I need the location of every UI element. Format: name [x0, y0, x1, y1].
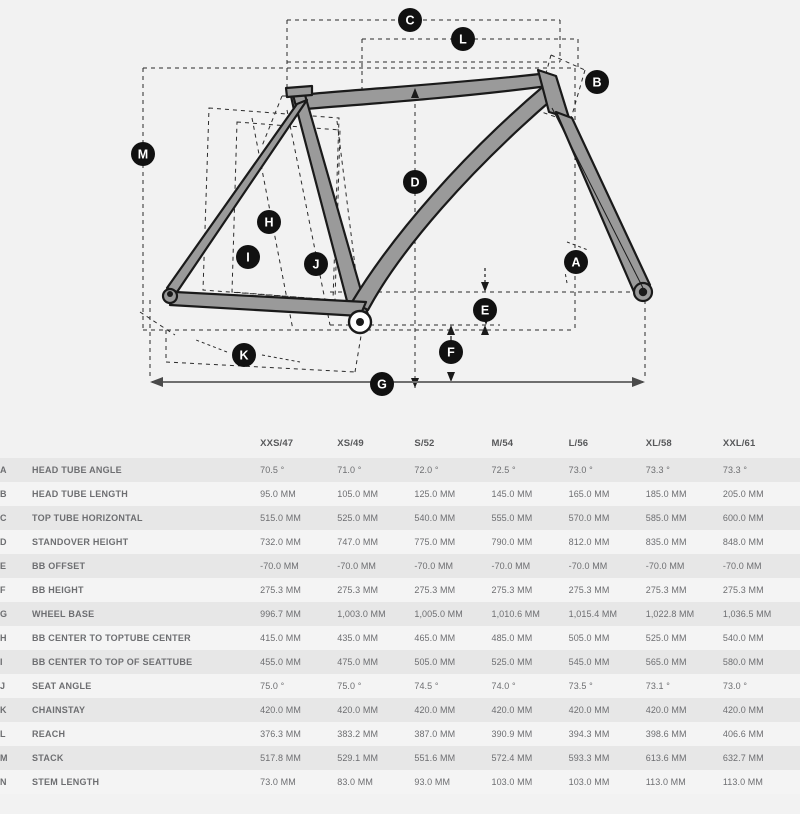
row-letter-j: J — [0, 674, 32, 698]
cell-n-xl-58: 113.0 MM — [646, 770, 723, 794]
cell-e-s-52: -70.0 MM — [414, 554, 491, 578]
marker-i — [236, 245, 260, 269]
geometry-table — [0, 420, 800, 794]
marker-label: H — [264, 215, 274, 230]
cell-m-xxl-61: 632.7 MM — [723, 746, 800, 770]
cell-f-xxl-61: 275.3 MM — [723, 578, 800, 602]
marker-label: J — [312, 257, 320, 272]
cell-c-xxl-61: 600.0 MM — [723, 506, 800, 530]
cell-c-m-54: 555.0 MM — [491, 506, 568, 530]
cell-a-xl-58: 73.3 ° — [646, 458, 723, 482]
cell-f-m-54: 275.3 MM — [491, 578, 568, 602]
table-row — [0, 458, 800, 482]
cell-j-xs-49: 75.0 ° — [337, 674, 414, 698]
row-label: TOP TUBE HORIZONTAL — [32, 506, 260, 530]
row-label: BB HEIGHT — [32, 578, 260, 602]
row-letter-k: K — [0, 698, 32, 722]
row-letter-i: I — [0, 650, 32, 674]
table-header — [0, 420, 800, 458]
row-letter-e: E — [0, 554, 32, 578]
cell-h-l-56: 505.0 MM — [569, 626, 646, 650]
cell-k-s-52: 420.0 MM — [414, 698, 491, 722]
cell-k-xxl-61: 420.0 MM — [723, 698, 800, 722]
cell-f-s-52: 275.3 MM — [414, 578, 491, 602]
cell-d-s-52: 775.0 MM — [414, 530, 491, 554]
cell-c-xl-58: 585.0 MM — [646, 506, 723, 530]
front-dropout — [634, 283, 652, 301]
cell-b-xl-58: 185.0 MM — [646, 482, 723, 506]
cell-n-m-54: 103.0 MM — [491, 770, 568, 794]
marker-b — [585, 70, 609, 94]
marker-label: A — [571, 255, 581, 270]
cell-f-xs-49: 275.3 MM — [337, 578, 414, 602]
cell-d-xxl-61: 848.0 MM — [723, 530, 800, 554]
marker-d — [403, 170, 427, 194]
cell-i-l-56: 545.0 MM — [569, 650, 646, 674]
cell-l-l-56: 394.3 MM — [569, 722, 646, 746]
marker-c — [398, 8, 422, 32]
cell-e-xs-49: -70.0 MM — [337, 554, 414, 578]
row-letter-l: L — [0, 722, 32, 746]
cell-f-xl-58: 275.3 MM — [646, 578, 723, 602]
cell-e-xl-58: -70.0 MM — [646, 554, 723, 578]
bottom-bracket — [349, 311, 371, 333]
row-label: STACK — [32, 746, 260, 770]
cell-b-l-56: 165.0 MM — [569, 482, 646, 506]
table-row — [0, 602, 800, 626]
cell-d-xl-58: 835.0 MM — [646, 530, 723, 554]
cell-c-s-52: 540.0 MM — [414, 506, 491, 530]
cell-d-m-54: 790.0 MM — [491, 530, 568, 554]
cell-l-xl-58: 398.6 MM — [646, 722, 723, 746]
marker-label: D — [410, 175, 420, 190]
header-name-col — [32, 420, 260, 458]
row-letter-n: N — [0, 770, 32, 794]
row-label: REACH — [32, 722, 260, 746]
cell-d-xxs-47: 732.0 MM — [260, 530, 337, 554]
cell-c-l-56: 570.0 MM — [569, 506, 646, 530]
row-letter-d: D — [0, 530, 32, 554]
marker-k — [232, 343, 256, 367]
cell-j-xl-58: 73.1 ° — [646, 674, 723, 698]
row-letter-a: A — [0, 458, 32, 482]
cell-g-l-56: 1,015.4 MM — [569, 602, 646, 626]
cell-j-s-52: 74.5 ° — [414, 674, 491, 698]
cell-j-l-56: 73.5 ° — [569, 674, 646, 698]
cell-g-xl-58: 1,022.8 MM — [646, 602, 723, 626]
cell-l-m-54: 390.9 MM — [491, 722, 568, 746]
marker-m — [131, 142, 155, 166]
row-label: HEAD TUBE LENGTH — [32, 482, 260, 506]
marker-label: M — [137, 147, 149, 162]
cell-b-xxl-61: 205.0 MM — [723, 482, 800, 506]
table-header-row — [0, 420, 800, 458]
row-letter-g: G — [0, 602, 32, 626]
cell-j-xxs-47: 75.0 ° — [260, 674, 337, 698]
header-letter-col — [0, 420, 32, 458]
table-row — [0, 530, 800, 554]
cell-i-s-52: 505.0 MM — [414, 650, 491, 674]
cell-b-xxs-47: 95.0 MM — [260, 482, 337, 506]
marker-h — [257, 210, 281, 234]
cell-i-m-54: 525.0 MM — [491, 650, 568, 674]
header-size-l56: L/56 — [569, 420, 646, 458]
cell-d-xs-49: 747.0 MM — [337, 530, 414, 554]
marker-a — [564, 250, 588, 274]
marker-e — [473, 298, 497, 322]
cell-b-xs-49: 105.0 MM — [337, 482, 414, 506]
cell-m-l-56: 593.3 MM — [569, 746, 646, 770]
cell-c-xs-49: 525.0 MM — [337, 506, 414, 530]
table-row — [0, 674, 800, 698]
cell-m-xs-49: 529.1 MM — [337, 746, 414, 770]
table-row — [0, 698, 800, 722]
cell-l-xs-49: 383.2 MM — [337, 722, 414, 746]
cell-g-xs-49: 1,003.0 MM — [337, 602, 414, 626]
cell-h-xl-58: 525.0 MM — [646, 626, 723, 650]
cell-n-xxl-61: 113.0 MM — [723, 770, 800, 794]
cell-j-xxl-61: 73.0 ° — [723, 674, 800, 698]
table-row — [0, 482, 800, 506]
table-body — [0, 458, 800, 794]
table-row — [0, 554, 800, 578]
seat-clamp — [286, 86, 312, 97]
cell-a-xs-49: 71.0 ° — [337, 458, 414, 482]
cell-i-xxl-61: 580.0 MM — [723, 650, 800, 674]
cell-g-xxl-61: 1,036.5 MM — [723, 602, 800, 626]
cell-n-s-52: 93.0 MM — [414, 770, 491, 794]
header-size-m54: M/54 — [491, 420, 568, 458]
marker-f — [439, 340, 463, 364]
marker-label: E — [480, 303, 490, 318]
header-size-s52: S/52 — [414, 420, 491, 458]
marker-label: K — [239, 348, 249, 363]
row-label: HEAD TUBE ANGLE — [32, 458, 260, 482]
cell-i-xl-58: 565.0 MM — [646, 650, 723, 674]
cell-k-xl-58: 420.0 MM — [646, 698, 723, 722]
cell-i-xxs-47: 455.0 MM — [260, 650, 337, 674]
cell-n-l-56: 103.0 MM — [569, 770, 646, 794]
marker-j — [304, 252, 328, 276]
row-label: STEM LENGTH — [32, 770, 260, 794]
cell-b-s-52: 125.0 MM — [414, 482, 491, 506]
cell-k-m-54: 420.0 MM — [491, 698, 568, 722]
cell-j-m-54: 74.0 ° — [491, 674, 568, 698]
cell-m-m-54: 572.4 MM — [491, 746, 568, 770]
geometry-table-container — [0, 420, 800, 814]
cell-m-s-52: 551.6 MM — [414, 746, 491, 770]
table-row — [0, 506, 800, 530]
marker-label: I — [246, 250, 250, 265]
cell-n-xs-49: 83.0 MM — [337, 770, 414, 794]
row-label: WHEEL BASE — [32, 602, 260, 626]
cell-h-xxl-61: 540.0 MM — [723, 626, 800, 650]
marker-g — [370, 372, 394, 396]
cell-h-xxs-47: 415.0 MM — [260, 626, 337, 650]
row-label: SEAT ANGLE — [32, 674, 260, 698]
row-letter-m: M — [0, 746, 32, 770]
row-label: BB CENTER TO TOP OF SEATTUBE — [32, 650, 260, 674]
cell-e-xxs-47: -70.0 MM — [260, 554, 337, 578]
marker-label: C — [405, 13, 415, 28]
table-row — [0, 650, 800, 674]
row-letter-b: B — [0, 482, 32, 506]
row-label: BB CENTER TO TOPTUBE CENTER — [32, 626, 260, 650]
cell-k-xxs-47: 420.0 MM — [260, 698, 337, 722]
cell-g-m-54: 1,010.6 MM — [491, 602, 568, 626]
cell-a-m-54: 72.5 ° — [491, 458, 568, 482]
marker-label: B — [592, 75, 602, 90]
cell-a-xxs-47: 70.5 ° — [260, 458, 337, 482]
cell-d-l-56: 812.0 MM — [569, 530, 646, 554]
table-row — [0, 626, 800, 650]
table-row — [0, 746, 800, 770]
row-label: STANDOVER HEIGHT — [32, 530, 260, 554]
cell-b-m-54: 145.0 MM — [491, 482, 568, 506]
table-row — [0, 578, 800, 602]
table-row — [0, 770, 800, 794]
row-label: BB OFFSET — [32, 554, 260, 578]
cell-e-m-54: -70.0 MM — [491, 554, 568, 578]
cell-k-xs-49: 420.0 MM — [337, 698, 414, 722]
header-size-xl58: XL/58 — [646, 420, 723, 458]
cell-h-s-52: 465.0 MM — [414, 626, 491, 650]
row-letter-h: H — [0, 626, 32, 650]
cell-k-l-56: 420.0 MM — [569, 698, 646, 722]
marker-label: G — [377, 377, 387, 392]
table-row — [0, 722, 800, 746]
rear-dropout — [163, 289, 177, 303]
row-label: CHAINSTAY — [32, 698, 260, 722]
cell-e-xxl-61: -70.0 MM — [723, 554, 800, 578]
marker-l — [451, 27, 475, 51]
marker-label: F — [447, 345, 455, 360]
header-size-xs49: XS/49 — [337, 420, 414, 458]
cell-a-l-56: 73.0 ° — [569, 458, 646, 482]
row-letter-c: C — [0, 506, 32, 530]
cell-l-xxs-47: 376.3 MM — [260, 722, 337, 746]
cell-f-l-56: 275.3 MM — [569, 578, 646, 602]
cell-a-s-52: 72.0 ° — [414, 458, 491, 482]
row-letter-f: F — [0, 578, 32, 602]
cell-i-xs-49: 475.0 MM — [337, 650, 414, 674]
header-size-xxs47: XXS/47 — [260, 420, 337, 458]
cell-g-xxs-47: 996.7 MM — [260, 602, 337, 626]
cell-h-m-54: 485.0 MM — [491, 626, 568, 650]
marker-label: L — [459, 32, 467, 47]
cell-l-s-52: 387.0 MM — [414, 722, 491, 746]
cell-m-xl-58: 613.6 MM — [646, 746, 723, 770]
cell-g-s-52: 1,005.0 MM — [414, 602, 491, 626]
cell-m-xxs-47: 517.8 MM — [260, 746, 337, 770]
cell-e-l-56: -70.0 MM — [569, 554, 646, 578]
cell-l-xxl-61: 406.6 MM — [723, 722, 800, 746]
cell-a-xxl-61: 73.3 ° — [723, 458, 800, 482]
cell-f-xxs-47: 275.3 MM — [260, 578, 337, 602]
header-size-xxl61: XXL/61 — [723, 420, 800, 458]
cell-n-xxs-47: 73.0 MM — [260, 770, 337, 794]
cell-h-xs-49: 435.0 MM — [337, 626, 414, 650]
cell-c-xxs-47: 515.0 MM — [260, 506, 337, 530]
